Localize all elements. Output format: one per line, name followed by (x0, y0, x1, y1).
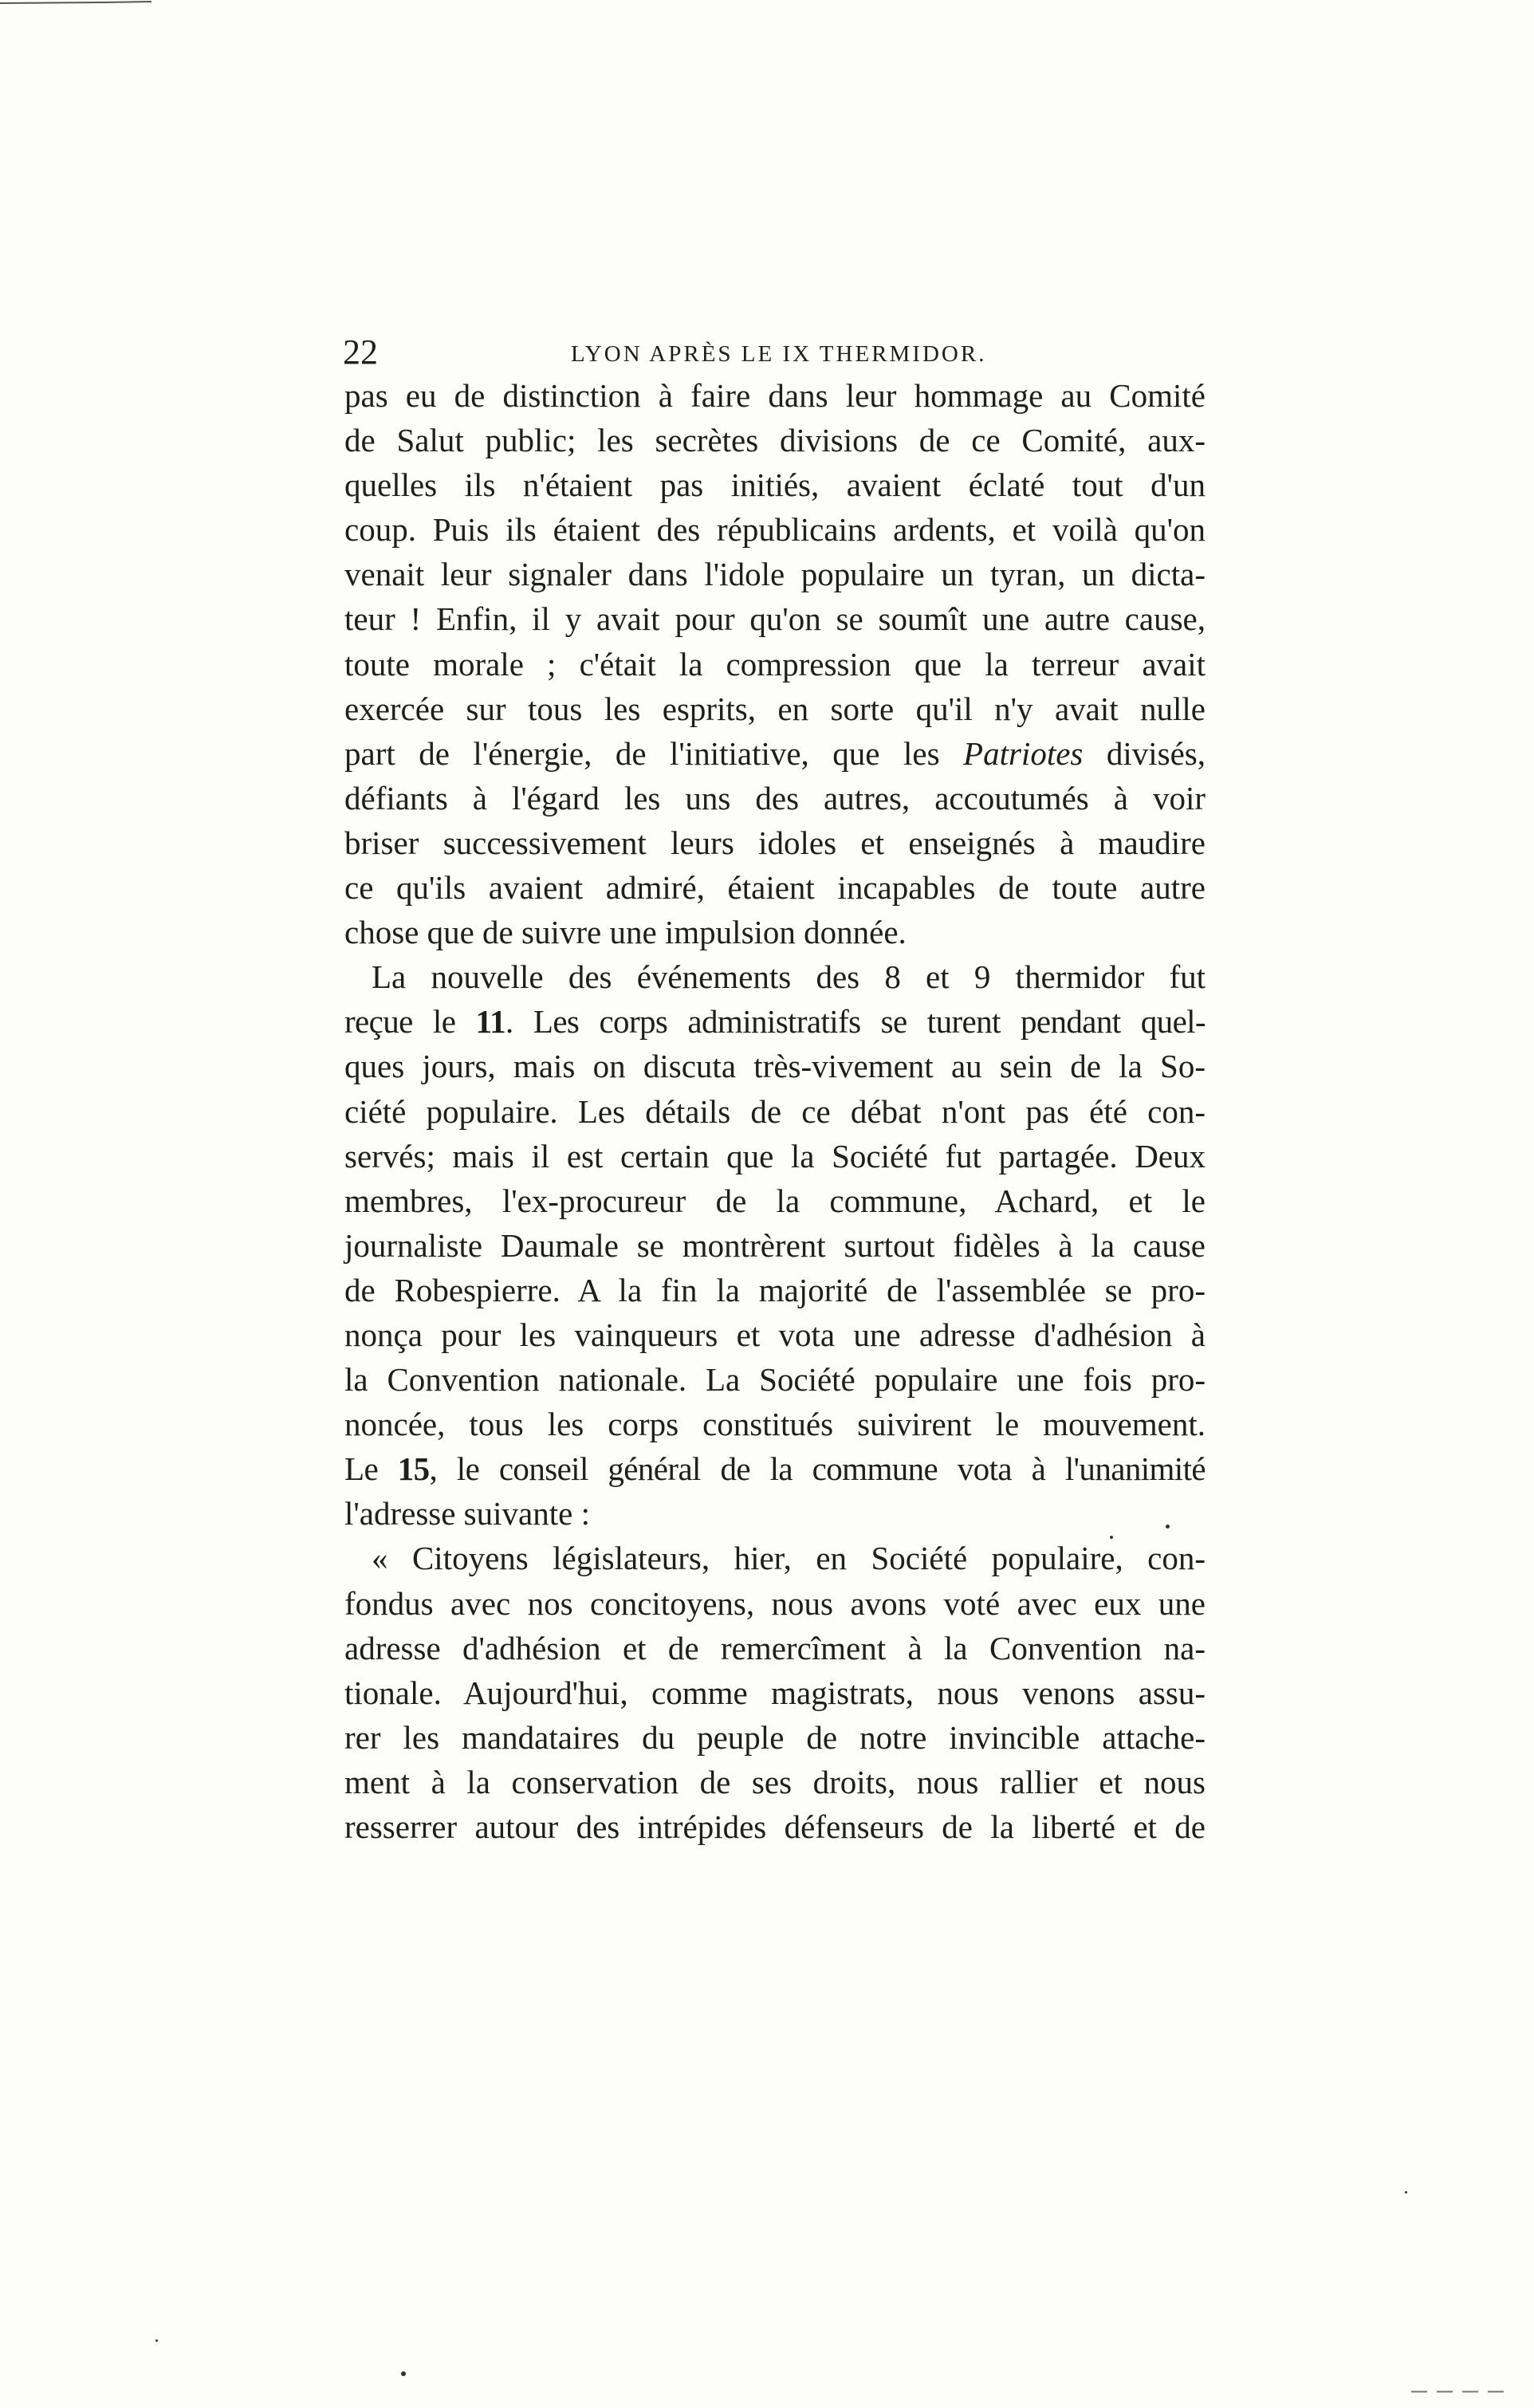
text-line: tionale. Aujourd'hui, comme magistrats, nous venons assu- (344, 1674, 1206, 1711)
text-run: divisés, (1083, 734, 1206, 772)
text-line: « Citoyens législateurs, hier, en Société populaire, con- (372, 1540, 1206, 1577)
page-header (343, 329, 1220, 376)
text-line: resserrer autour des intrépides défenseurs de la liberté et de (344, 1808, 1206, 1845)
ink-speck (1110, 1536, 1113, 1539)
text-line: ques jours, mais on discuta très-vivement au sein de la So- (344, 1048, 1206, 1085)
running-head: LYON APRÈS LE IX THERMIDOR. (571, 341, 987, 367)
text-line: membres, l'ex-procureur de la commune, Achard, et le (344, 1182, 1206, 1219)
text-line (344, 1446, 1206, 1491)
text-line: ciété populaire. Les détails de ce débat n'ont pas été con- (344, 1092, 1206, 1130)
bold-number: 11 (475, 1003, 506, 1041)
text-line: de Robespierre. A la fin la majorité de l'assemblée se pro- (344, 1271, 1206, 1308)
text-line: La nouvelle des événements des 8 et 9 thermidor fut (372, 958, 1206, 996)
text-line: pas eu de distinction à faire dans leur hommage au Comité (344, 377, 1206, 414)
italic-word: Patriotes (963, 734, 1084, 772)
text-line: venait leur signaler dans l'idole populaire un tyran, un dicta- (344, 556, 1206, 593)
text-line: adresse d'adhésion et de remercîment à la Convention na- (344, 1629, 1206, 1666)
page-number: 22 (343, 332, 378, 372)
text-line: toute morale ; c'était la compression que la terreur avait (344, 645, 1206, 683)
text-run: . Les corps administratifs se turent pendant quel- (505, 1003, 1206, 1041)
text-run: part de l'énergie, de l'initiative, que les (344, 734, 964, 772)
ink-speck (401, 2371, 406, 2376)
text-line: briser successivement leurs idoles et enseignés à maudire (344, 824, 1206, 861)
text-line: exercée sur tous les esprits, en sorte qu'il n'y avait nulle (344, 690, 1206, 727)
text-line: teur ! Enfin, il y avait pour qu'on se soumît une autre cause, (344, 600, 1206, 638)
text-line (344, 999, 1206, 1044)
bold-number: 15 (397, 1450, 430, 1488)
text-line: servés; mais il est certain que la Société fut partagée. Deux (344, 1137, 1206, 1174)
text-line: rer les mandataires du peuple de notre invincible attache- (344, 1718, 1206, 1756)
text-line: l'adresse suivante : (344, 1495, 590, 1533)
text-line (344, 731, 1206, 776)
text-line: ment à la conservation de ses droits, nous rallier et nous (344, 1763, 1206, 1800)
ink-speck (155, 2339, 158, 2342)
ink-speck (1166, 1525, 1170, 1529)
text-line: de Salut public; les secrètes divisions de ce Comité, aux- (344, 422, 1206, 459)
scan-edge-mark (0, 0, 151, 6)
text-line: coup. Puis ils étaient des républicains ardents, et voilà qu'on (344, 511, 1206, 549)
text-line: chose que de suivre une impulsion donnée. (344, 914, 907, 951)
text-line: fondus avec nos concitoyens, nous avons voté avec eux une (344, 1584, 1206, 1622)
text-run: Le (344, 1450, 398, 1488)
text-line: quelles ils n'étaient pas initiés, avaient éclaté tout d'un (344, 466, 1206, 504)
text-run: reçue le (344, 1003, 476, 1041)
text-line: ce qu'ils avaient admiré, étaient incapables de toute autre (344, 869, 1206, 907)
text-line: défiants à l'égard les uns des autres, accoutumés à voir (344, 779, 1206, 816)
text-line: noncée, tous les corps constitués suivirent le mouvement. (344, 1406, 1206, 1443)
text-line: la Convention nationale. La Société populaire une fois pro- (344, 1361, 1206, 1399)
text-line: journaliste Daumale se montrèrent surtout fidèles à la cause (344, 1226, 1206, 1264)
ink-speck (1405, 2191, 1407, 2194)
text-line: nonça pour les vainqueurs et vota une adresse d'adhésion à (344, 1316, 1206, 1353)
body-text (344, 373, 1206, 1849)
text-run: , le conseil général de la commune vota à l'unanimité (429, 1450, 1206, 1488)
scan-edge-mark (1411, 2390, 1507, 2393)
